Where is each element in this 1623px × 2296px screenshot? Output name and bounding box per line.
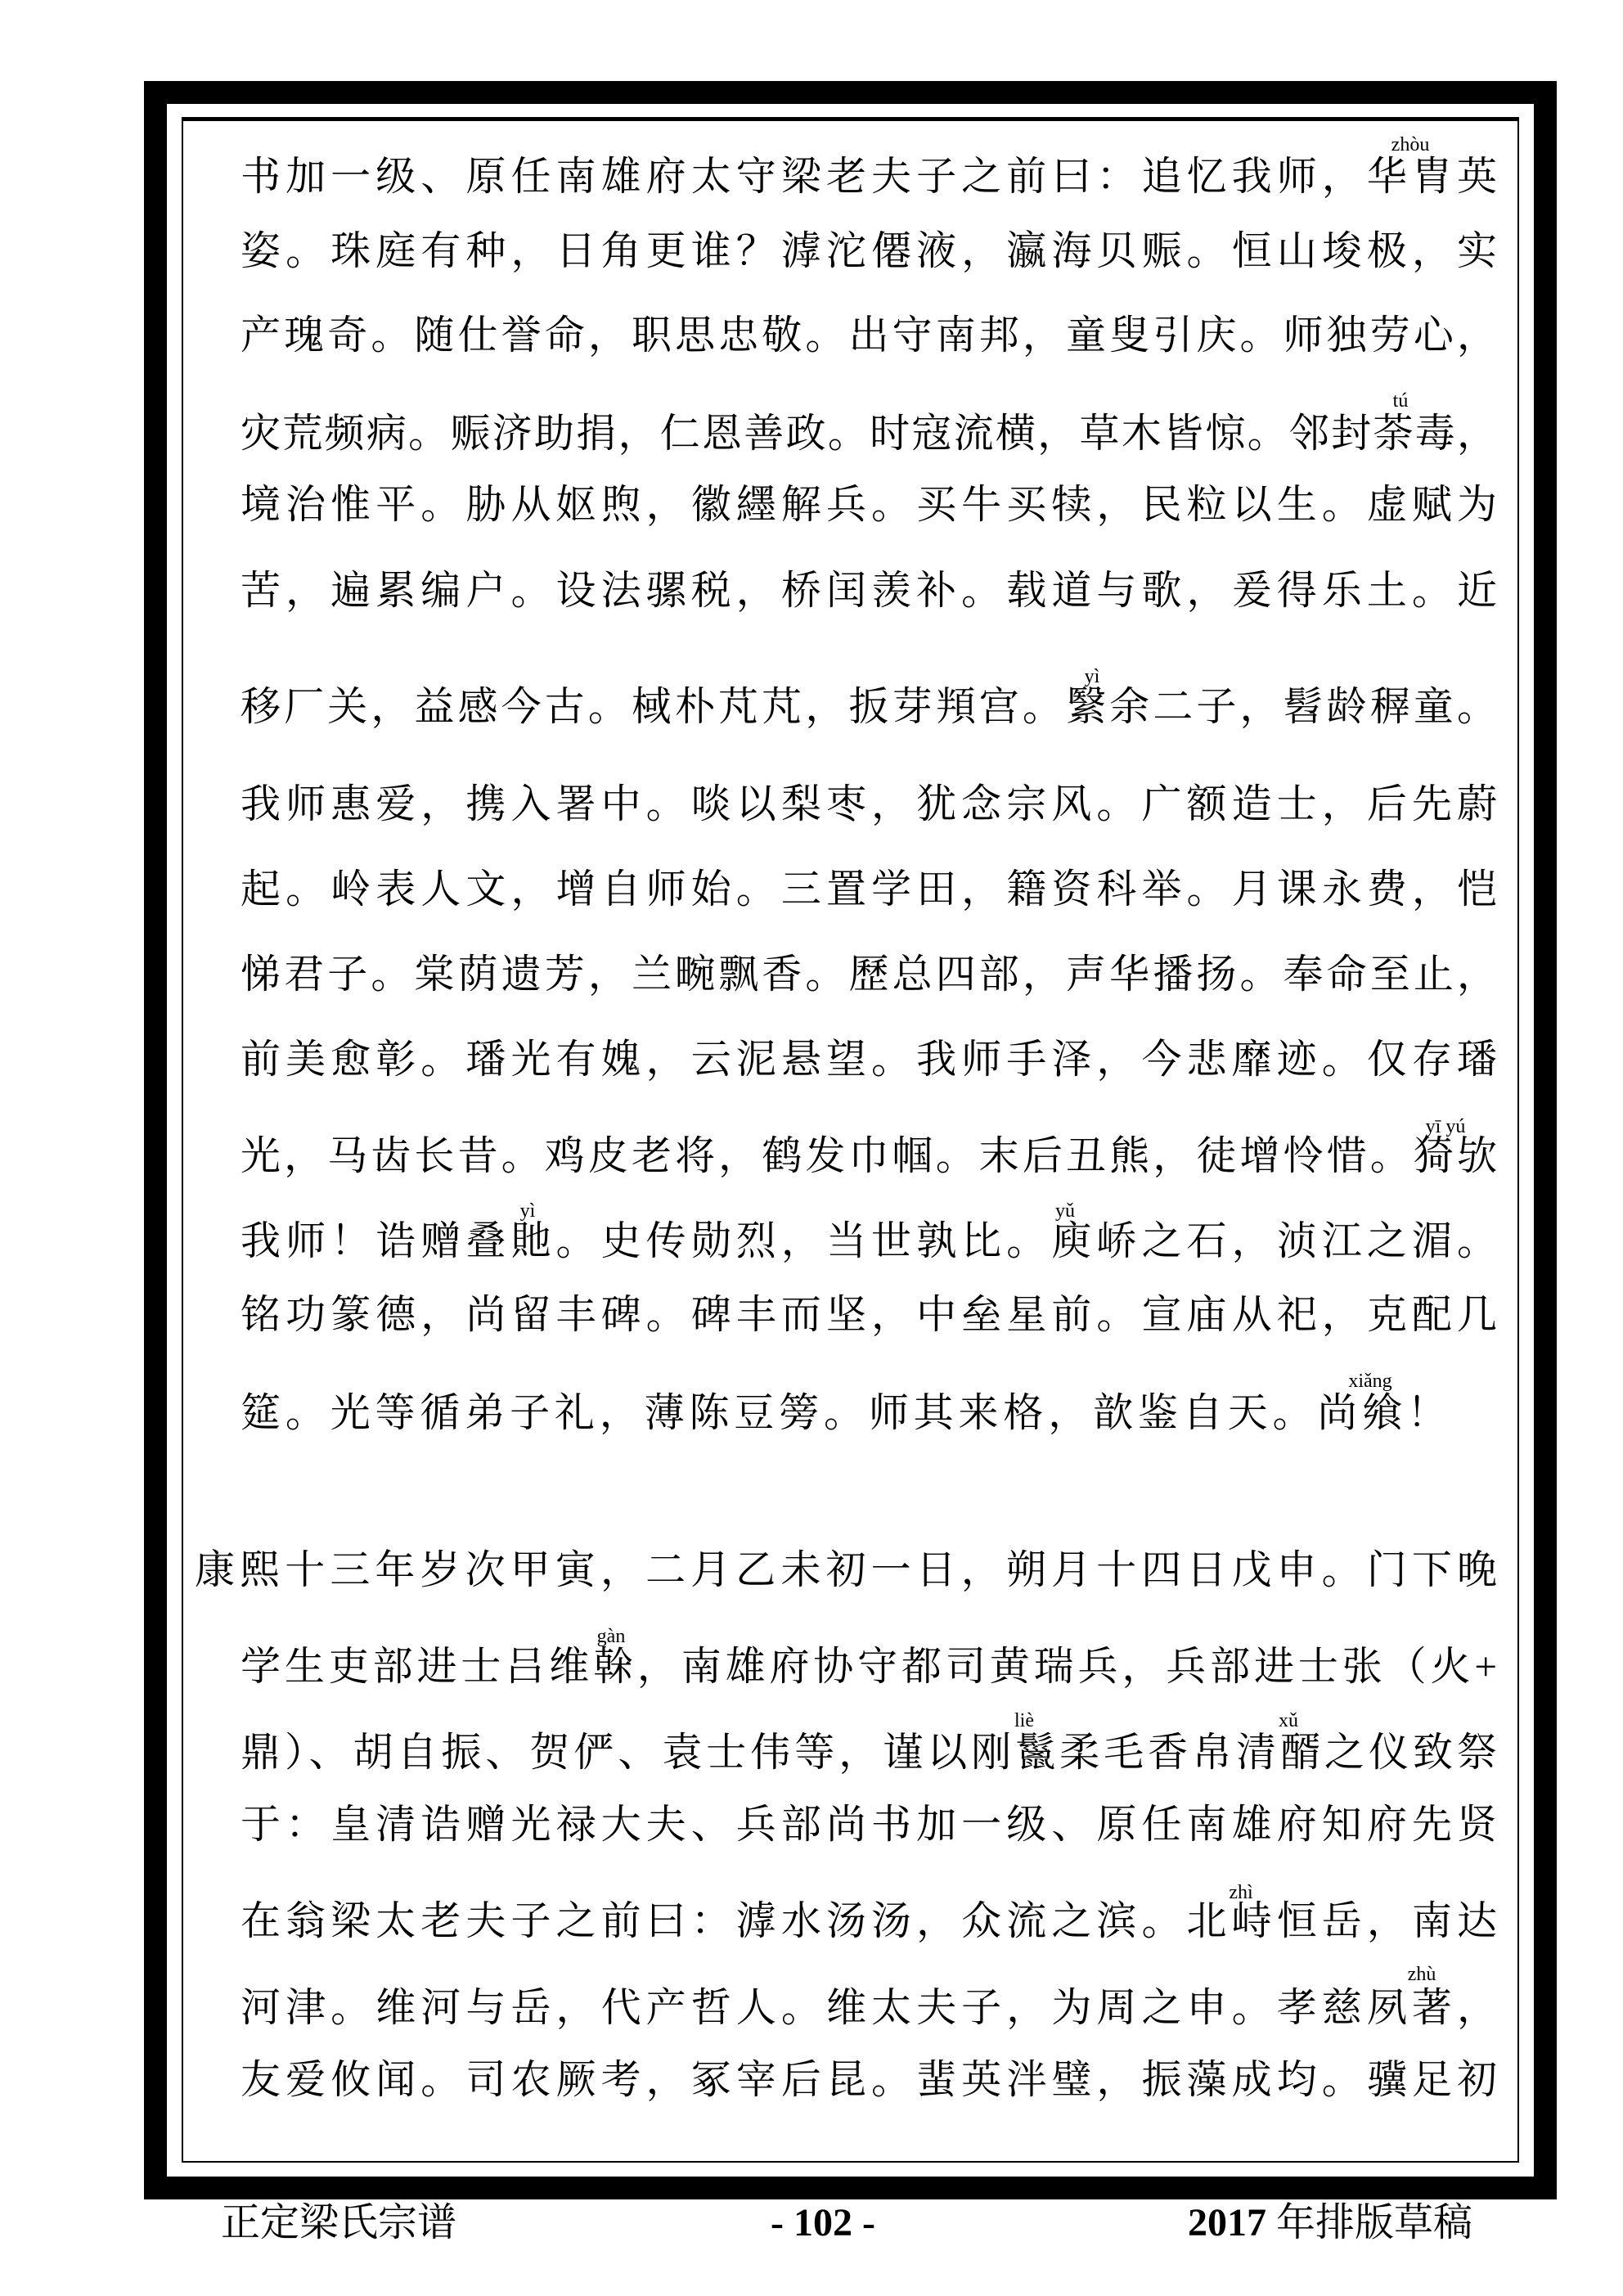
pinyin-annotation: zhòu	[1391, 134, 1430, 155]
text-line: 在翁梁太老夫子之前曰：滹水汤汤，众流之滨。北峙恒岳，南达	[241, 1898, 1497, 1943]
text-line: 我师！诰赠叠貤。史传勋烈，当世孰比。庾峤之石，浈江之湄。	[241, 1218, 1497, 1263]
text-line: 产瑰奇。随仕誉命，职思忠敬。出守南邦，童叟引庆。师独劳心，	[241, 313, 1497, 358]
text-line: 于：皇清诰赠光禄大夫、兵部尚书加一级、原任南雄府知府先贤	[241, 1802, 1497, 1847]
text-line: 苦，遍累编户。设法骡税，桥闰羡补。载道与歌，爰得乐土。近	[241, 568, 1497, 613]
pinyin-annotation: tú	[1392, 390, 1409, 412]
footer-draft-label: 年排版草稿	[1276, 2201, 1473, 2244]
text-line: 灾荒频病。赈济助捐，仁恩善政。时寇流横，草木皆惊。邻封荼毒，	[241, 411, 1497, 456]
text-line: 书加一级、原任南雄府太守梁老夫子之前曰：追忆我师，华胄英	[241, 154, 1497, 199]
pinyin-annotation: yì	[1084, 666, 1100, 687]
pinyin-annotation: yì	[519, 1200, 536, 1222]
footer-year: 2017	[1188, 2201, 1266, 2244]
text-line: 河津。维河与岳，代产哲人。维太夫子，为周之申。孝慈夙著，	[241, 1985, 1497, 2030]
pinyin-annotation: zhì	[1229, 1882, 1253, 1903]
text-line: 友爱攸闻。司农厥考，冢宰后昆。蜚英泮璧，振藻成均。骥足初	[241, 2057, 1497, 2102]
pinyin-annotation: gàn	[596, 1626, 626, 1647]
text-line: 铭功篆德，尚留丰碑。碑丰而坚，中垒星前。宣庙从祀，克配几	[241, 1292, 1497, 1337]
pinyin-annotation: yǔ	[1055, 1200, 1075, 1222]
pinyin-annotation: liè	[1014, 1710, 1034, 1731]
text-line: 移厂关，益感今古。棫朴芃芃，扳芽頖宫。繄余二子，髫龄稺童。	[241, 684, 1497, 729]
page-number: - 102 -	[771, 2201, 875, 2244]
text-line-paragraph-end: 筵。光等循弟子礼，薄陈豆篣。师其来格，歆鉴自天。尚飨！	[241, 1390, 1447, 1435]
text-line: 前美愈彰。璠光有媿，云泥悬望。我师手泽，今悲靡迹。仅存璠	[241, 1037, 1497, 1082]
footer-book-title: 正定梁氏宗谱	[221, 2201, 457, 2244]
text-line-paragraph-start: 康熙十三年岁次甲寅，二月乙未初一日，朔月十四日戊申。门下晚	[195, 1547, 1497, 1592]
footer-draft-note	[1188, 2200, 1472, 2246]
text-line: 学生吏部进士吕维榦，南雄府协守都司黄瑞兵，兵部进士张（火+	[241, 1644, 1497, 1689]
text-line: 悌君子。棠荫遗芳，兰畹飘香。歷总四部，声华播扬。奉命至止，	[241, 952, 1497, 997]
text-line: 境治惟平。胁从妪煦，徽纆解兵。买牛买犊，民粒以生。虚赋为	[241, 482, 1497, 527]
text-line: 光，马齿长昔。鸡皮老将，鹤发巾帼。末后丑熊，徒增怜惜。猗欤	[241, 1133, 1497, 1178]
pinyin-annotation: yī yú	[1425, 1116, 1466, 1137]
text-line: 姿。珠庭有种，日角更谁？滹沱僊液，瀛海贝赈。恒山埈极，实	[241, 228, 1497, 273]
pinyin-annotation: xiǎng	[1348, 1371, 1392, 1392]
text-line: 我师惠爱，携入署中。啖以梨枣，犹念宗风。广额造士，后先蔚	[241, 781, 1497, 826]
text-line: 鼎）、胡自振、贺俨、袁士伟等，谨以刚鬣柔毛香帛清醑之仪致祭	[241, 1730, 1497, 1775]
text-line: 起。岭表人文，增自师始。三置学田，籍资科举。月课永费，恺	[241, 867, 1497, 912]
pinyin-annotation: zhù	[1407, 1964, 1436, 1985]
pinyin-annotation: xǔ	[1279, 1710, 1298, 1731]
